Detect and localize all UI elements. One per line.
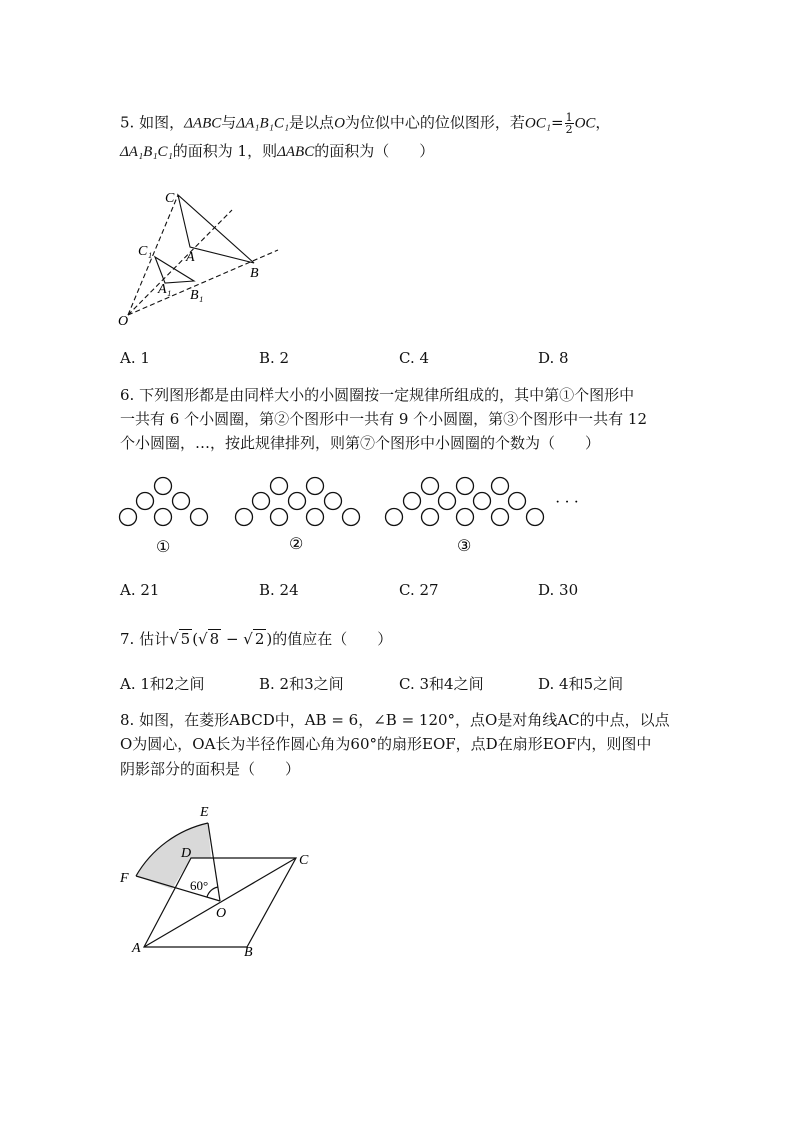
label-b: B xyxy=(244,945,253,960)
label-o: O xyxy=(118,314,129,329)
label-c: C xyxy=(165,191,175,206)
q7-option-a[interactable]: A. 1和2之间 xyxy=(120,675,205,693)
ray-oc xyxy=(128,195,178,315)
q6-figure xyxy=(110,470,600,560)
q7-option-c[interactable]: C. 3和4之间 xyxy=(399,675,484,693)
condition-rhs: OC xyxy=(574,115,596,132)
label-angle-60: 60° xyxy=(190,878,209,893)
label-a: A xyxy=(132,941,141,956)
triangle-abc: ΔABC xyxy=(184,115,222,132)
triangle-a1b1c1: ΔA₁B₁C₁ xyxy=(236,115,290,132)
label-b1: B₁ xyxy=(190,288,204,303)
label-o: O xyxy=(216,906,227,921)
q8-line1: 8. 如图，在菱形ABCD中，AB = 6，∠B = 120°，点O是对角线AC的中点，以点 xyxy=(120,711,670,729)
label-f: F xyxy=(120,871,129,886)
q6-option-b[interactable]: B. 24 xyxy=(259,581,299,599)
q8-line2: O为圆心，OA长为半径作圆心角为60°的扇形EOF，点D在扇形EOF内，则图中 xyxy=(120,735,652,753)
q5-figure xyxy=(110,185,290,330)
q6-option-a[interactable]: A. 21 xyxy=(120,581,160,599)
q6-option-d[interactable]: D. 30 xyxy=(538,581,579,599)
radical-expression: √ 5 (√ 8 − √ 2 ) xyxy=(169,630,273,648)
q8-line3: 阴影部分的面积是（ ） xyxy=(120,760,301,778)
radius-oe xyxy=(208,823,220,901)
label-c1: C₁ xyxy=(138,244,153,259)
q5-option-c[interactable]: C. 4 xyxy=(399,349,430,367)
fraction-one-half: $\frac{1}{2}$ xyxy=(565,111,573,136)
label-a: A xyxy=(186,250,195,265)
q5-option-b[interactable]: B. 2 xyxy=(259,349,290,367)
q6-line1: 6. 下列图形都是由同样大小的小圆圈按一定规律所组成的，其中第①个图形中 xyxy=(120,386,635,404)
label-e: E xyxy=(200,805,209,820)
q6-line2: 一共有 6 个小圆圈，第②个图形中一共有 9 个小圆圈，第③个图形中一共有 12 xyxy=(120,410,648,428)
circle-figure-3 xyxy=(386,478,544,526)
q5-line2: ΔA₁B₁C₁的面积为 1，则ΔABC的面积为（ ） xyxy=(120,142,435,160)
q5-number: 5. xyxy=(120,113,135,132)
q5-option-a[interactable]: A. 1 xyxy=(120,349,150,367)
ellipsis: · · · xyxy=(555,494,579,511)
circle-figure-1 xyxy=(120,478,208,526)
q5-option-d[interactable]: D. 8 xyxy=(538,349,569,367)
condition-lhs: OC₁ xyxy=(524,115,551,132)
figure-label-3: ③ xyxy=(457,538,472,555)
q5-line1: 5. 如图，ΔABC与ΔA₁B₁C₁是以点O为位似中心的位似图形，若OC₁= $\frac{1}{2}$ OC， xyxy=(120,111,611,136)
label-c: C xyxy=(299,853,309,868)
figure-label-1: ① xyxy=(156,539,171,556)
label-d: D xyxy=(181,846,192,861)
label-b: B xyxy=(250,266,259,281)
circle-figure-2 xyxy=(236,478,360,526)
q7-option-d[interactable]: D. 4和5之间 xyxy=(538,675,624,693)
q7-line: 7. 估计√ 5 (√ 8 − √ 2 )的值应在（ ） xyxy=(120,630,393,648)
q6-line3: 个小圆圈，…，按此规律排列，则第⑦个图形中小圆圈的个数为（ ） xyxy=(120,434,601,452)
figure-label-2: ② xyxy=(289,536,304,553)
angle-arc xyxy=(207,887,218,897)
q7-option-b[interactable]: B. 2和3之间 xyxy=(259,675,344,693)
ray-oa xyxy=(128,210,232,315)
q6-option-c[interactable]: C. 27 xyxy=(399,581,439,599)
q8-figure xyxy=(110,800,330,965)
label-a1: A₁ xyxy=(158,282,172,297)
